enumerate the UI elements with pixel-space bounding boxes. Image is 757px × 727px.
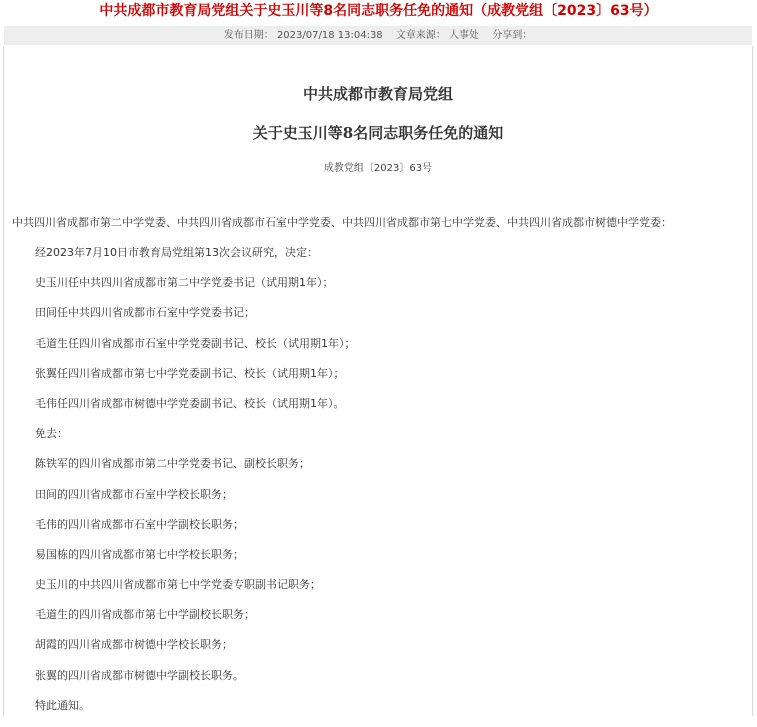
paragraph-line: 毛伟任四川省成都市树德中学党委副书记、校长（试用期1年）。 <box>35 396 345 410</box>
paragraph-line: 史玉川的中共四川省成都市第七中学党委专职副书记职务； <box>35 578 321 592</box>
paragraph-line: 田间的四川省成都市石室中学校长职务； <box>35 487 233 501</box>
paragraph-line: 毛伟的四川省成都市石室中学副校长职务； <box>35 517 244 531</box>
article-meta-bar <box>4 26 752 45</box>
paragraph-line: 张翼任四川省成都市第七中学党委副书记、校长（试用期1年）； <box>35 366 345 380</box>
paragraph-line: 史玉川任中共四川省成都市第二中学党委书记（试用期1年）； <box>35 276 334 290</box>
paragraph-line: 张翼的四川省成都市树德中学副校长职务。 <box>35 668 244 682</box>
paragraph-line: 毛道生任四川省成都市石室中学党委副书记、校长（试用期1年）； <box>35 336 356 350</box>
paragraph-line: 易国栋的四川省成都市第七中学校长职务； <box>35 547 244 561</box>
paragraph-line: 陈铁军的四川省成都市第二中学党委书记、副校长职务； <box>35 457 310 471</box>
article-source: 文章来源： 人事处 <box>395 30 480 41</box>
document-paragraphs <box>35 244 356 727</box>
paragraph-line: 胡霞的四川省成都市树德中学校长职务； <box>35 638 233 652</box>
document-title: 关于史玉川等8名同志职务任免的通知 <box>252 124 504 142</box>
document-number: 成教党组〔2023〕63号 <box>323 163 433 174</box>
paragraph-line: 免去： <box>35 427 68 441</box>
article-headline: 中共成都市教育局党组关于史玉川等8名同志职务任免的通知（成教党组〔2023〕63号） <box>99 3 658 19</box>
paragraph-line: 特此通知。 <box>35 698 90 712</box>
document-recipients: 中共四川省成都市第二中学党委、中共四川省成都市石室中学党委、中共四川省成都市第七中学党委、中共四川省成都市树德中学党委： <box>12 216 672 229</box>
share-label[interactable]: 分享到： <box>492 30 533 41</box>
paragraph-line: 毛道生的四川省成都市第七中学副校长职务； <box>35 608 255 622</box>
publish-date: 发布日期： 2023/07/18 13:04:38 <box>223 30 383 41</box>
paragraph-line: 田间任中共四川省成都市石室中学党委书记； <box>35 306 255 320</box>
document-org-title: 中共成都市教育局党组 <box>302 85 453 103</box>
document-body <box>3 46 753 716</box>
paragraph-line: 经2023年7月10日市教育局党组第13次会议研究，决定： <box>35 246 318 259</box>
